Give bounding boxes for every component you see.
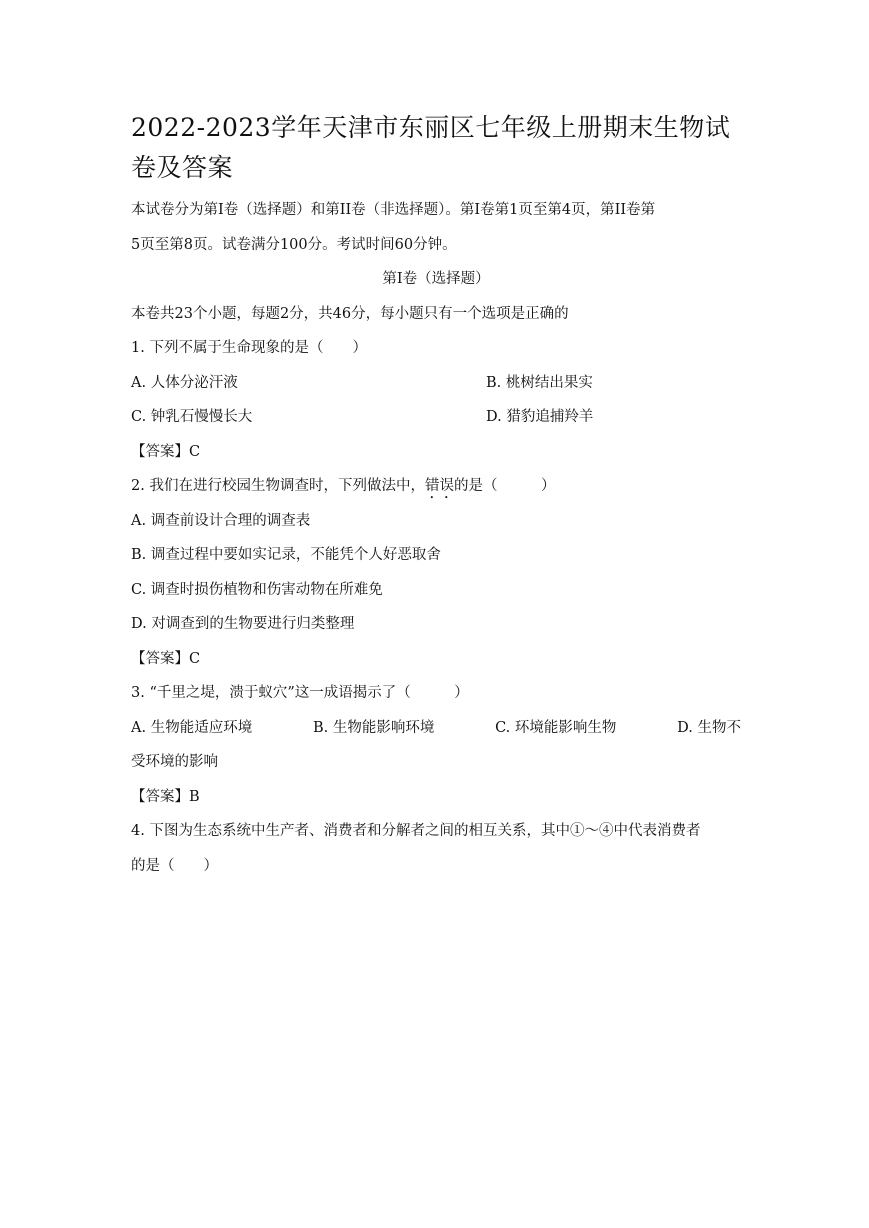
question-3-answer: 【答案】B bbox=[131, 788, 200, 805]
question-1-options-row-2 bbox=[131, 400, 741, 435]
question-1-option-c: C. 钟乳石慢慢长大 bbox=[131, 409, 253, 425]
document-title: 2022-2023学年天津市东丽区七年级上册期末生物试卷及答案 bbox=[131, 113, 731, 182]
question-2-option-b: B. 调查过程中要如实记录，不能凭个人好恶取舍 bbox=[131, 547, 441, 563]
intro-line-1: 本试卷分为第Ⅰ卷（选择题）和第II卷（非选择题）。第Ⅰ卷第1页至第4页，第II卷第 bbox=[131, 202, 656, 218]
intro-line-2: 5页至第8页。试卷满分100分。考试时间60分钟。 bbox=[131, 236, 457, 253]
question-2-stem bbox=[131, 469, 741, 504]
question-1-option-d: D. 猎豹追捕羚羊 bbox=[486, 409, 594, 425]
document-page bbox=[131, 108, 741, 883]
question-3-option-c: C. 环境能影响生物 bbox=[495, 719, 617, 736]
question-2-stem-emphasis: 错误 bbox=[424, 478, 454, 494]
question-3-option-a: A. 生物能适应环境 bbox=[131, 719, 253, 736]
question-3-options-row bbox=[131, 711, 741, 746]
question-1-option-a: A. 人体分泌汗液 bbox=[131, 374, 238, 391]
question-2-option-a: A. 调查前设计合理的调查表 bbox=[131, 512, 311, 529]
question-2-stem-before: 2. 我们在进行校园生物调查时，下列做法中， bbox=[131, 478, 425, 494]
question-2-option-d: D. 对调查到的生物要进行归类整理 bbox=[131, 616, 355, 632]
question-1-options-row-1 bbox=[131, 366, 741, 401]
question-3-stem: 3. “千里之堤，溃于蚁穴”这一成语揭示了（ ） bbox=[131, 685, 469, 701]
section-instruction: 本卷共23个小题，每题2分，共46分，每小题只有一个选项是正确的 bbox=[131, 305, 569, 322]
question-1-option-b: B. 桃树结出果实 bbox=[486, 374, 593, 391]
question-3-option-b: B. 生物能影响环境 bbox=[312, 719, 435, 736]
question-2-option-c: C. 调查时损伤植物和伤害动物在所难免 bbox=[131, 581, 383, 598]
question-4-stem-line-2: 的是（ ） bbox=[131, 857, 218, 874]
question-3-option-d: D. 生物不 bbox=[677, 719, 741, 736]
question-3-option-wrap: 受环境的影响 bbox=[131, 754, 218, 770]
question-4-stem-line-1: 4. 下图为生态系统中生产者、消费者和分解者之间的相互关系，其中①～④中代表消费者 bbox=[131, 823, 701, 839]
question-2-stem-after: 的是（ ） bbox=[453, 478, 556, 494]
section-heading: 第Ⅰ卷（选择题） bbox=[382, 271, 490, 287]
question-2-answer: 【答案】C bbox=[131, 650, 201, 667]
question-1-stem: 1. 下列不属于生命现象的是（ ） bbox=[131, 340, 367, 356]
question-1-answer: 【答案】C bbox=[131, 443, 201, 460]
